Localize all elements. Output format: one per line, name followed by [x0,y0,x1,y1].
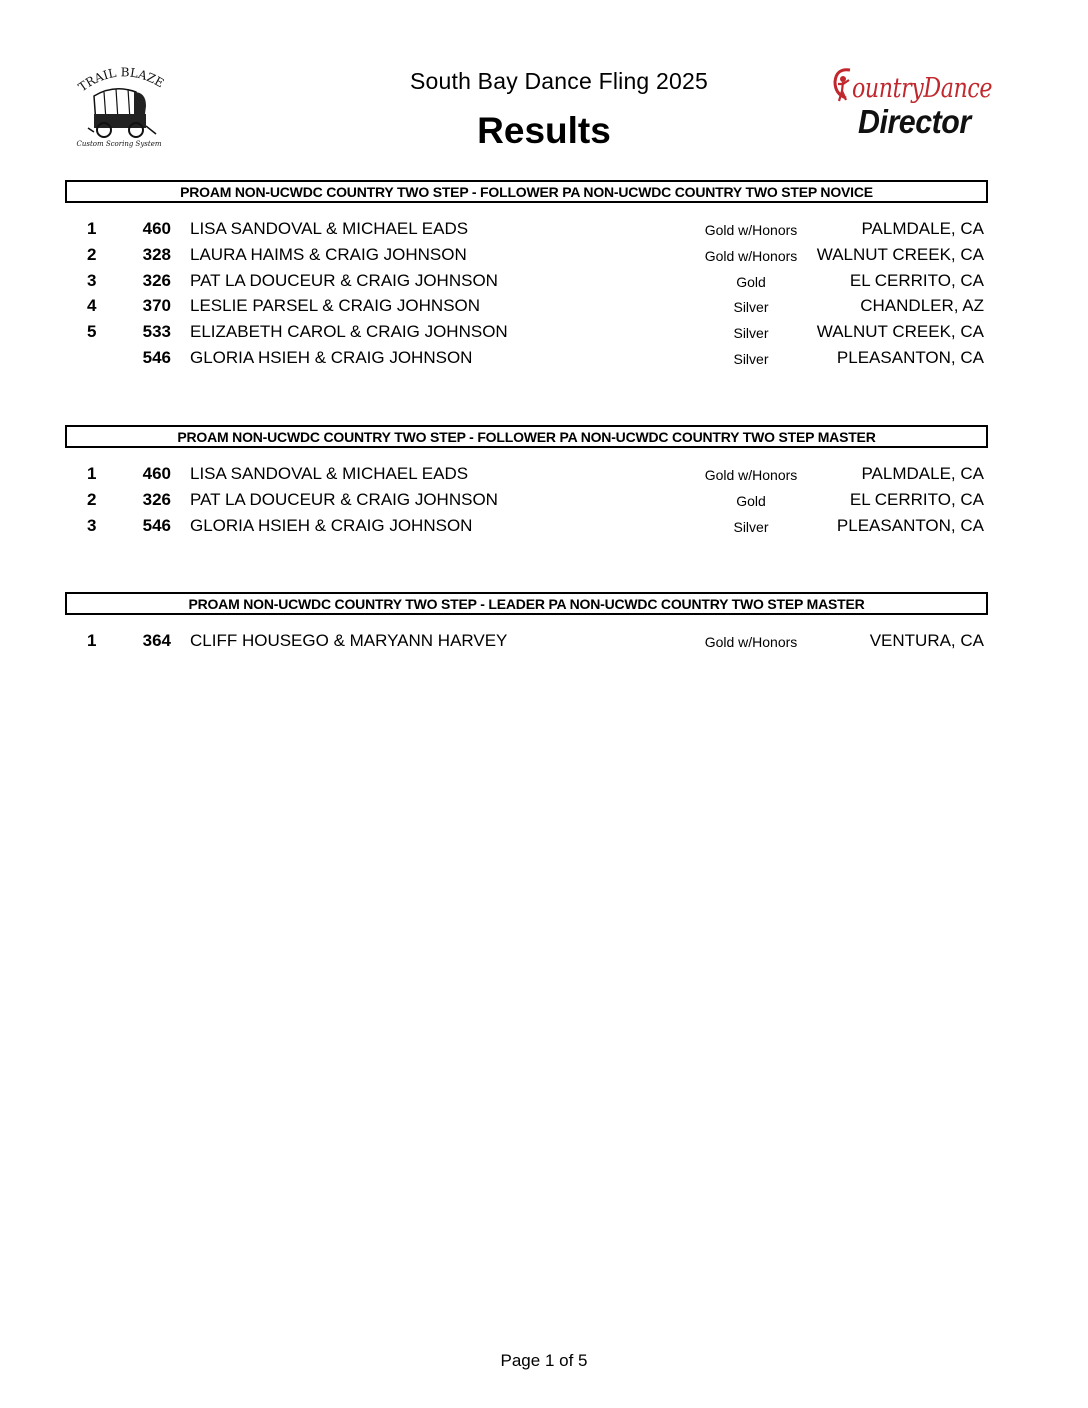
results-section-leader-master [65,592,988,654]
page-number: Page 1 of 5 [500,1351,588,1370]
competitor-number: 460 [142,219,171,238]
result-row [65,242,988,268]
competitor-names: ELIZABETH CAROL & CRAIG JOHNSON [190,322,508,342]
section-title: PROAM NON-UCWDC COUNTRY TWO STEP - FOLLOWER PA NON-UCWDC COUNTRY TWO STEP MASTER [65,425,988,448]
competitor-number: 328 [142,244,171,264]
logo-top-text: TRAIL BLAZ [75,65,158,95]
award: Gold [736,492,766,509]
competitor-number: 326 [142,489,171,509]
page-heading: Results [477,110,611,151]
competitor-number: 326 [142,270,171,290]
results-section-follower-master [65,425,988,538]
award: Gold [736,273,766,290]
award: Silver [733,350,769,367]
award: Silver [733,325,769,342]
logo-line1: ountryDance [852,73,993,104]
award: Gold w/Honors [704,634,798,650]
place: 2 [87,244,97,264]
result-row [65,268,988,294]
logo-bottom-text: Custom Scoring System [76,140,162,148]
result-row [65,345,988,371]
competitor-number: 546 [142,515,171,535]
award: Silver [733,299,769,316]
place: 3 [87,270,97,290]
place: 3 [87,515,97,535]
result-row [65,461,988,487]
competitor-names: PAT LA DOUCEUR & CRAIG JOHNSON [190,489,498,509]
competitor-number: 370 [142,296,171,316]
result-row [65,216,988,242]
competitor-names: LESLIE PARSEL & CRAIG JOHNSON [190,296,481,316]
competitor-names: LISA SANDOVAL & MICHAEL EADS [190,219,469,238]
competitor-number: 460 [142,464,171,483]
dancer-figure-icon [832,64,854,104]
result-row [65,513,988,539]
city: PALMDALE, CA [861,464,984,483]
country-dance-director-logo [832,64,992,144]
competitor-names: LAURA HAIMS & CRAIG JOHNSON [190,244,467,264]
competitor-names: GLORIA HSIEH & CRAIG JOHNSON [190,347,473,367]
city: PALMDALE, CA [861,219,984,238]
competitor-number: 546 [142,347,171,367]
city: EL CERRITO, CA [849,489,984,509]
award: Gold w/Honors [704,222,798,238]
section-title: PROAM NON-UCWDC COUNTRY TWO STEP - LEADER PA NON-UCWDC COUNTRY TWO STEP MASTER [65,592,988,615]
result-row [65,628,988,654]
city: WALNUT CREEK, CA [816,322,984,342]
city: PLEASANTON, CA [836,515,984,535]
city: EL CERRITO, CA [849,270,984,290]
city: CHANDLER, AZ [860,296,984,316]
award: Gold w/Honors [704,247,798,264]
place: 1 [87,219,97,238]
city: PLEASANTON, CA [836,347,984,367]
competitor-names: GLORIA HSIEH & CRAIG JOHNSON [190,515,473,535]
city: VENTURA, CA [869,631,984,650]
competitor-names: CLIFF HOUSEGO & MARYANN HARVEY [190,631,508,650]
competitor-names: PAT LA DOUCEUR & CRAIG JOHNSON [190,270,498,290]
section-title: PROAM NON-UCWDC COUNTRY TWO STEP - FOLLOWER PA NON-UCWDC COUNTRY TWO STEP NOVICE [65,180,988,203]
logo-line2: Director [858,103,971,140]
place: 4 [87,296,97,316]
result-row [65,319,988,345]
city: WALNUT CREEK, CA [816,244,984,264]
competitor-number: 533 [142,322,171,342]
result-row [65,293,988,319]
results-section-novice [65,180,988,371]
place: 1 [87,464,97,483]
award: Gold w/Honors [704,467,798,483]
competitor-number: 364 [142,631,171,650]
event-title: South Bay Dance Fling 2025 [409,68,708,94]
place: 1 [87,631,97,650]
place: 2 [87,489,97,509]
competitor-names: LISA SANDOVAL & MICHAEL EADS [190,464,469,483]
place: 5 [87,322,97,342]
result-row [65,487,988,513]
award: Silver [733,518,769,535]
